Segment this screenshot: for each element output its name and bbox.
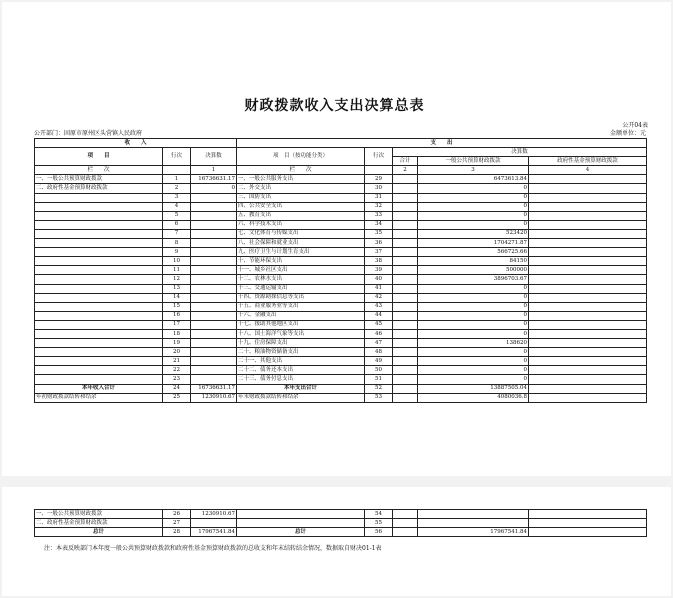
- expense-subtotal: [393, 375, 418, 384]
- expense-row-no: 43: [365, 302, 393, 311]
- income-item: [35, 266, 163, 275]
- table-row: [35, 528, 647, 537]
- income-amount: [191, 339, 237, 348]
- table-row: [35, 266, 647, 275]
- income-amount-header: 决算数: [191, 148, 237, 166]
- expense-item: 八、社会保障和就业支出: [237, 239, 365, 248]
- fund-budget-header: 政府性基金预算财政拨款: [529, 157, 647, 166]
- expense-item: 九、医疗卫生与计划生育支出: [237, 248, 365, 257]
- expense-item: 十二、农林水支出: [237, 275, 365, 284]
- income-amount: [191, 266, 237, 275]
- expense-item: 二十、粮油物资储备支出: [237, 348, 365, 357]
- table-row: [35, 184, 647, 193]
- expense-subtotal: [393, 239, 418, 248]
- income-amount: [191, 239, 237, 248]
- table-row: [35, 257, 647, 266]
- income-row-no: 26: [163, 510, 191, 519]
- expense-general: 0: [418, 302, 529, 311]
- expense-item: [237, 510, 365, 519]
- expense-general: 13887505.04: [418, 384, 529, 393]
- income-row-no: 14: [163, 293, 191, 302]
- expense-row-no: 29: [365, 175, 393, 184]
- expense-fund: [529, 284, 647, 293]
- expense-general: 0: [418, 311, 529, 320]
- expense-fund: [529, 229, 647, 238]
- expense-item: 一、一般公共服务支出: [237, 175, 365, 184]
- expense-general: 0: [418, 357, 529, 366]
- table-row: [35, 384, 647, 393]
- income-row-no: 8: [163, 239, 191, 248]
- expense-subtotal: [393, 266, 418, 275]
- table-row: [35, 302, 647, 311]
- expense-subtotal: [393, 284, 418, 293]
- expense-row-no: 38: [365, 257, 393, 266]
- expense-fund: [529, 275, 647, 284]
- expense-item-header: 项 目（按功能分类）: [237, 148, 365, 166]
- table-row: [35, 510, 647, 519]
- col-1: 1: [191, 166, 237, 175]
- expense-subtotal: [393, 329, 418, 338]
- table-row: [35, 293, 647, 302]
- expense-subtotal: [393, 211, 418, 220]
- org-name: 公开部门：固原市原州区头营镇人民政府: [34, 130, 143, 137]
- general-budget-header: 一般公共预算财政拨款: [418, 157, 529, 166]
- table-row: [35, 193, 647, 202]
- expense-row-no: 49: [365, 357, 393, 366]
- expense-item: 本年支出合计: [237, 384, 365, 393]
- expense-subtotal: [393, 339, 418, 348]
- expense-fund: [529, 384, 647, 393]
- expense-fund: [529, 510, 647, 519]
- income-row-no: 3: [163, 193, 191, 202]
- expense-fund: [529, 393, 647, 402]
- expense-general: [418, 510, 529, 519]
- income-row-no: 24: [163, 384, 191, 393]
- expense-row-no: 44: [365, 311, 393, 320]
- income-amount: [191, 229, 237, 238]
- expense-row-no: 45: [365, 320, 393, 329]
- table-row: [35, 239, 647, 248]
- income-amount: [191, 311, 237, 320]
- expense-subtotal: [393, 366, 418, 375]
- expense-row-no: 42: [365, 293, 393, 302]
- expense-amount-header: 决算数: [393, 148, 647, 157]
- expense-fund: [529, 220, 647, 229]
- income-item: [35, 248, 163, 257]
- income-item: [35, 375, 163, 384]
- income-amount: [191, 248, 237, 257]
- expense-subtotal: [393, 229, 418, 238]
- col-2: 2: [393, 166, 418, 175]
- income-row-no: 9: [163, 248, 191, 257]
- expense-fund: [529, 329, 647, 338]
- income-row-no: 5: [163, 211, 191, 220]
- table-row: [35, 357, 647, 366]
- expense-general: 0: [418, 202, 529, 211]
- expense-subtotal: [393, 348, 418, 357]
- expense-item: 二十一、其他支出: [237, 357, 365, 366]
- expense-subtotal: [393, 528, 418, 537]
- expense-item: 十、节能环保支出: [237, 257, 365, 266]
- expense-fund: [529, 248, 647, 257]
- expense-general: 84150: [418, 257, 529, 266]
- income-row-no: 13: [163, 284, 191, 293]
- income-amount: [191, 202, 237, 211]
- expense-row-no: 37: [365, 248, 393, 257]
- table-row: [35, 202, 647, 211]
- expense-row-no: 39: [365, 266, 393, 275]
- expense-row-no: 50: [365, 366, 393, 375]
- income-item: [35, 257, 163, 266]
- expense-subtotal: [393, 302, 418, 311]
- income-row-no: 15: [163, 302, 191, 311]
- expense-item: 十五、商业服务业等支出: [237, 302, 365, 311]
- income-row-no: 19: [163, 339, 191, 348]
- income-item: [35, 211, 163, 220]
- expense-fund: [529, 311, 647, 320]
- expense-subtotal: [393, 384, 418, 393]
- income-item: [35, 275, 163, 284]
- col-label-2: 栏 次: [237, 166, 365, 175]
- amount-unit: 金额单位：元: [609, 130, 646, 137]
- expense-item: 总计: [237, 528, 365, 537]
- expense-row-no: 54: [365, 510, 393, 519]
- income-row-no: 7: [163, 229, 191, 238]
- table-row: [35, 366, 647, 375]
- income-item: [35, 320, 163, 329]
- income-item: [35, 229, 163, 238]
- expense-row-no: 46: [365, 329, 393, 338]
- expense-fund: [529, 193, 647, 202]
- expense-subtotal: [393, 220, 418, 229]
- income-row-no: 23: [163, 375, 191, 384]
- expense-item: 十三、交通运输支出: [237, 284, 365, 293]
- expense-subtotal: [393, 275, 418, 284]
- expense-fund: [529, 519, 647, 528]
- form-number: 公开04表: [622, 122, 648, 129]
- expense-row-no: 30: [365, 184, 393, 193]
- income-row-no: 18: [163, 329, 191, 338]
- table-row: [35, 211, 647, 220]
- table-row: [35, 284, 647, 293]
- expense-header: 支 出: [237, 139, 647, 148]
- expense-row-no: 32: [365, 202, 393, 211]
- expense-general: 0: [418, 184, 529, 193]
- expense-row-no: 52: [365, 384, 393, 393]
- income-amount: [191, 211, 237, 220]
- income-amount: 16736631.17: [191, 175, 237, 184]
- expense-fund: [529, 202, 647, 211]
- expense-fund: [529, 293, 647, 302]
- expense-row-no: 47: [365, 339, 393, 348]
- income-amount: [191, 302, 237, 311]
- expense-item: 七、文化体育与传媒支出: [237, 229, 365, 238]
- expense-fund: [529, 175, 647, 184]
- expense-general: 0: [418, 284, 529, 293]
- expense-row-no: 56: [365, 528, 393, 537]
- income-item: [35, 284, 163, 293]
- income-item: [35, 193, 163, 202]
- expense-item: 年末财政拨款结转和结余: [237, 393, 365, 402]
- expense-fund: [529, 257, 647, 266]
- expense-row-no: 31: [365, 193, 393, 202]
- expense-fund: [529, 239, 647, 248]
- income-amount: 16736631.17: [191, 384, 237, 393]
- income-rowno-header: 行次: [163, 148, 191, 166]
- income-item: [35, 329, 163, 338]
- expense-row-no: 51: [365, 375, 393, 384]
- expense-subtotal: [393, 175, 418, 184]
- expense-item: 二十二、债务还本支出: [237, 366, 365, 375]
- income-amount: [191, 348, 237, 357]
- income-item: [35, 311, 163, 320]
- expense-item: 十九、住房保障支出: [237, 339, 365, 348]
- income-amount: [191, 220, 237, 229]
- income-item: [35, 202, 163, 211]
- col-4: 4: [529, 166, 647, 175]
- table-row: [35, 248, 647, 257]
- expense-general: 0: [418, 193, 529, 202]
- income-amount: 1230910.67: [191, 393, 237, 402]
- expense-fund: [529, 366, 647, 375]
- income-row-no: 16: [163, 311, 191, 320]
- expense-item: 五、教育支出: [237, 211, 365, 220]
- income-item: 一、一般公共预算财政拨款: [35, 510, 163, 519]
- income-item: [35, 348, 163, 357]
- income-amount: 1230910.67: [191, 510, 237, 519]
- expense-general: 0: [418, 211, 529, 220]
- income-item-header: 项 目: [35, 148, 163, 166]
- income-amount: 17967541.84: [191, 528, 237, 537]
- table-row: [35, 311, 647, 320]
- table-row: [35, 329, 647, 338]
- col-label: 栏 次: [35, 166, 163, 175]
- expense-fund: [529, 266, 647, 275]
- income-amount: [191, 375, 237, 384]
- income-item: 本年收入合计: [35, 384, 163, 393]
- expense-fund: [529, 528, 647, 537]
- income-row-no: 4: [163, 202, 191, 211]
- income-row-no: 20: [163, 348, 191, 357]
- expense-item: 十八、国土海洋气象等支出: [237, 329, 365, 338]
- income-item: [35, 339, 163, 348]
- expense-fund: [529, 184, 647, 193]
- table-note: 注：本表反映部门本年度一般公共预算财政拨款和政府性基金预算财政拨款的总收支和年末结转结余情况，数据取自财决01-1表: [44, 545, 382, 552]
- expense-subtotal: [393, 184, 418, 193]
- expense-item: 十一、城乡社区支出: [237, 266, 365, 275]
- income-row-no: 17: [163, 320, 191, 329]
- expense-fund: [529, 339, 647, 348]
- expense-subtotal: [393, 257, 418, 266]
- table-row: [35, 229, 647, 238]
- expense-subtotal: [393, 293, 418, 302]
- expense-general: 523420: [418, 229, 529, 238]
- expense-subtotal: [393, 519, 418, 528]
- expense-item: 十四、资源勘探信息等支出: [237, 293, 365, 302]
- income-item: [35, 302, 163, 311]
- expense-subtotal: [393, 510, 418, 519]
- expense-general: 3896703.67: [418, 275, 529, 284]
- table-row: [35, 275, 647, 284]
- income-amount: [191, 329, 237, 338]
- table-row: [35, 348, 647, 357]
- expense-subtotal: [393, 311, 418, 320]
- expense-subtotal: [393, 320, 418, 329]
- income-row-no: 1: [163, 175, 191, 184]
- expense-general: 0: [418, 375, 529, 384]
- income-amount: [191, 193, 237, 202]
- expense-rowno-header: 行次: [365, 148, 393, 166]
- table-row: [35, 339, 647, 348]
- table-row: [35, 220, 647, 229]
- expense-general: 138620: [418, 339, 529, 348]
- income-amount: [191, 357, 237, 366]
- income-item: 年初财政拨款结转和结余: [35, 393, 163, 402]
- expense-subtotal: [393, 393, 418, 402]
- expense-general: 566725.66: [418, 248, 529, 257]
- expense-general: 0: [418, 329, 529, 338]
- income-amount: [191, 284, 237, 293]
- expense-subtotal: [393, 248, 418, 257]
- page-title: 财政拨款收入支出决算总表: [244, 98, 425, 114]
- expense-subtotal: [393, 357, 418, 366]
- income-amount: [191, 293, 237, 302]
- income-item: [35, 366, 163, 375]
- table-row: [35, 393, 647, 402]
- expense-general: 1704271.87: [418, 239, 529, 248]
- report-meta: [34, 128, 646, 137]
- table-row: [35, 320, 647, 329]
- expense-general: 500000: [418, 266, 529, 275]
- income-item: 二、政府性基金预算财政拨款: [35, 519, 163, 528]
- expense-item: 十七、援助其他地区支出: [237, 320, 365, 329]
- income-row-no: 12: [163, 275, 191, 284]
- income-item: 总计: [35, 528, 163, 537]
- expense-subtotal: [393, 202, 418, 211]
- expense-fund: [529, 302, 647, 311]
- table-row: [35, 375, 647, 384]
- page-2: [2, 487, 671, 596]
- table-row: [35, 175, 647, 184]
- col-3: 3: [418, 166, 529, 175]
- income-amount: 0: [191, 184, 237, 193]
- expense-general: 0: [418, 348, 529, 357]
- subtotal-header: 合计: [393, 157, 418, 166]
- income-row-no: 10: [163, 257, 191, 266]
- expense-row-no: 33: [365, 211, 393, 220]
- expense-item: 四、公共安全支出: [237, 202, 365, 211]
- expense-item: 三、国防支出: [237, 193, 365, 202]
- expense-general: 0: [418, 220, 529, 229]
- expense-row-no: 35: [365, 229, 393, 238]
- expense-general: 4080036.8: [418, 393, 529, 402]
- income-item: 一、一般公共预算财政拨款: [35, 175, 163, 184]
- income-row-no: 25: [163, 393, 191, 402]
- income-row-no: 21: [163, 357, 191, 366]
- expense-general: [418, 519, 529, 528]
- expense-fund: [529, 320, 647, 329]
- expense-row-no: 40: [365, 275, 393, 284]
- income-row-no: 11: [163, 266, 191, 275]
- income-header: 收 入: [35, 139, 237, 148]
- income-amount: [191, 320, 237, 329]
- expense-item: [237, 519, 365, 528]
- income-amount: [191, 519, 237, 528]
- expense-item: 二、外交支出: [237, 184, 365, 193]
- budget-table-continued: [34, 509, 647, 537]
- income-amount: [191, 366, 237, 375]
- expense-fund: [529, 357, 647, 366]
- expense-row-no: 53: [365, 393, 393, 402]
- table-row: [35, 519, 647, 528]
- expense-fund: [529, 348, 647, 357]
- expense-general: 6473613.84: [418, 175, 529, 184]
- expense-general: 0: [418, 366, 529, 375]
- expense-general: 0: [418, 320, 529, 329]
- budget-table: [34, 138, 647, 403]
- income-row-no: 27: [163, 519, 191, 528]
- income-item: [35, 293, 163, 302]
- expense-fund: [529, 375, 647, 384]
- expense-row-no: 55: [365, 519, 393, 528]
- income-item: [35, 357, 163, 366]
- income-row-no: 22: [163, 366, 191, 375]
- income-row-no: 6: [163, 220, 191, 229]
- income-row-no: 2: [163, 184, 191, 193]
- expense-row-no: 48: [365, 348, 393, 357]
- expense-general: 0: [418, 293, 529, 302]
- expense-fund: [529, 211, 647, 220]
- expense-row-no: 36: [365, 239, 393, 248]
- income-item: [35, 239, 163, 248]
- income-item: [35, 220, 163, 229]
- income-amount: [191, 275, 237, 284]
- expense-row-no: 41: [365, 284, 393, 293]
- expense-item: 二十三、债务付息支出: [237, 375, 365, 384]
- expense-item: 十六、金融支出: [237, 311, 365, 320]
- income-row-no: 28: [163, 528, 191, 537]
- income-amount: [191, 257, 237, 266]
- expense-row-no: 34: [365, 220, 393, 229]
- income-item: 二、政府性基金预算财政拨款: [35, 184, 163, 193]
- expense-general: 17967541.84: [418, 528, 529, 537]
- expense-item: 六、科学技术支出: [237, 220, 365, 229]
- expense-subtotal: [393, 193, 418, 202]
